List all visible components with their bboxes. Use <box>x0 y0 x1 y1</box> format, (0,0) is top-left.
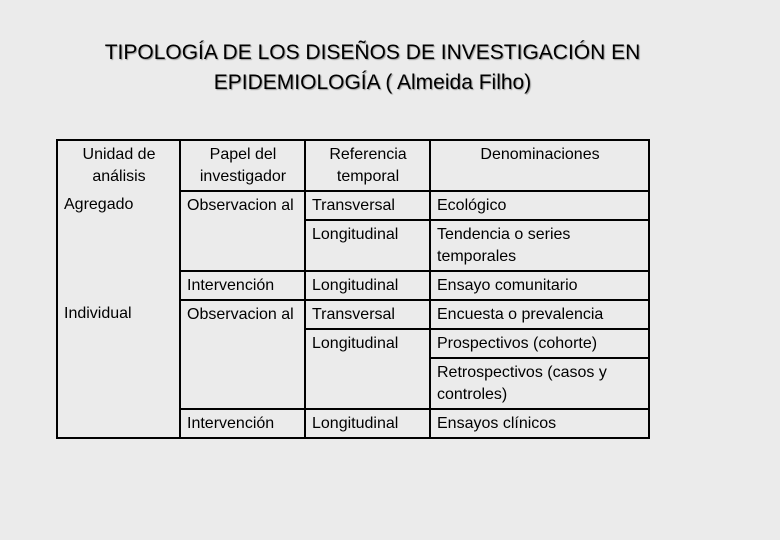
title-line-2: EPIDEMIOLOGÍA ( Almeida Filho) <box>213 71 532 94</box>
cell-referencia-2: Longitudinal <box>305 220 430 271</box>
cell-individual: Individual <box>64 305 132 322</box>
typology-table <box>56 139 650 439</box>
cell-referencia-6: Longitudinal <box>305 409 430 438</box>
cell-observacional-2: Observacion al <box>180 300 305 409</box>
cell-intervencion-2: Intervención <box>180 409 305 438</box>
table-header-row <box>57 140 649 191</box>
table-row <box>57 191 649 220</box>
cell-referencia-5: Longitudinal <box>305 329 430 409</box>
cell-referencia-3: Longitudinal <box>305 271 430 300</box>
cell-denominacion-3: Ensayo comunitario <box>430 271 649 300</box>
header-papel: Papel del investigador <box>180 140 305 191</box>
cell-agregado: Agregado <box>64 196 134 213</box>
header-unidad: Unidad de análisis <box>82 146 156 185</box>
header-denominaciones: Denominaciones <box>480 146 600 163</box>
cell-denominacion-2: Tendencia o series temporales <box>430 220 649 271</box>
cell-denominacion-6: Retrospectivos (casos y controles) <box>430 358 649 409</box>
cell-denominacion-5: Prospectivos (cohorte) <box>430 329 649 358</box>
slide-title <box>0 38 745 98</box>
cell-denominacion-1: Ecológico <box>430 191 649 220</box>
cell-referencia-4: Transversal <box>305 300 430 329</box>
title-line-1: TIPOLOGÍA DE LOS DISEÑOS DE INVESTIGACIÓN EN <box>104 41 641 64</box>
cell-intervencion-1: Intervención <box>180 271 305 300</box>
cell-denominacion-7: Ensayos clínicos <box>430 409 649 438</box>
table-row <box>57 300 649 329</box>
header-referencia: Referencia temporal <box>305 140 430 191</box>
cell-referencia-1: Transversal <box>305 191 430 220</box>
cell-denominacion-4: Encuesta o prevalencia <box>430 300 649 329</box>
cell-observacional-1: Observacion al <box>180 191 305 271</box>
